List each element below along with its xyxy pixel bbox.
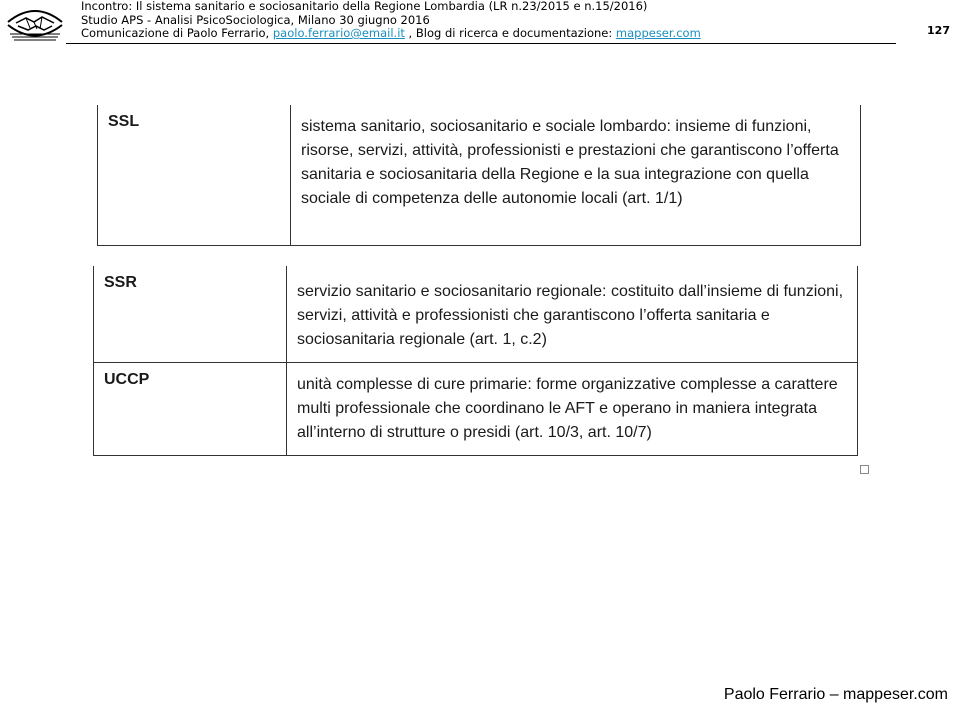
header-blog-prefix: , Blog di ricerca e documentazione: bbox=[404, 26, 616, 40]
table-row bbox=[94, 266, 858, 363]
blog-link[interactable]: mappeser.com bbox=[615, 26, 701, 40]
table-row bbox=[98, 105, 861, 246]
page-number: 127 bbox=[927, 24, 950, 37]
table-row bbox=[94, 363, 858, 456]
table-resize-handle[interactable] bbox=[860, 465, 869, 474]
term-cell: UCCP bbox=[94, 363, 287, 456]
header-author-prefix: Comunicazione di Paolo Ferrario, bbox=[81, 26, 273, 40]
term-cell: SSR bbox=[94, 266, 287, 363]
term-cell: SSL bbox=[98, 105, 291, 246]
header-event-title: Incontro: Il sistema sanitario e sociosanitario della Regione Lombardia (LR n.23/2015 e n.15/2016) bbox=[81, 0, 648, 13]
header-author-line bbox=[81, 27, 701, 41]
definitions-table-2 bbox=[93, 266, 858, 456]
footer-credit: Paolo Ferrario – mappeser.com bbox=[723, 686, 948, 703]
definition-cell: sistema sanitario, sociosanitario e sociale lombardo: insieme di funzioni, risorse, servizi, attività, professionisti e prestazioni che garantiscono l’offerta sanitaria e sociosanitaria della Regione e la sua integrazione con quella sociale di competenza delle autonomie locali (art. 1/1) bbox=[291, 105, 861, 246]
header-organizer: Studio APS - Analisi PsicoSociologica, Milano 30 giugno 2016 bbox=[81, 12, 430, 27]
definition-cell: unità complesse di cure primarie: forme organizzative complesse a carattere multi professionale che coordinano le AFT e operano in maniera integrata all’interno di strutture o presidi (art. 10/3, art. 10/7) bbox=[287, 363, 858, 456]
slide-header bbox=[81, 0, 701, 41]
header-divider bbox=[66, 43, 896, 44]
definition-cell: servizio sanitario e sociosanitario regionale: costituito dall’insieme di funzioni, servizi, attività e professionisti che garantiscono l’offerta sanitaria e sociosanitaria regionale (art. 1, c.2) bbox=[287, 266, 858, 363]
handshake-logo-icon bbox=[4, 2, 66, 44]
definitions-table-1 bbox=[97, 105, 861, 246]
email-link[interactable]: paolo.ferrario@email.it bbox=[272, 26, 405, 40]
